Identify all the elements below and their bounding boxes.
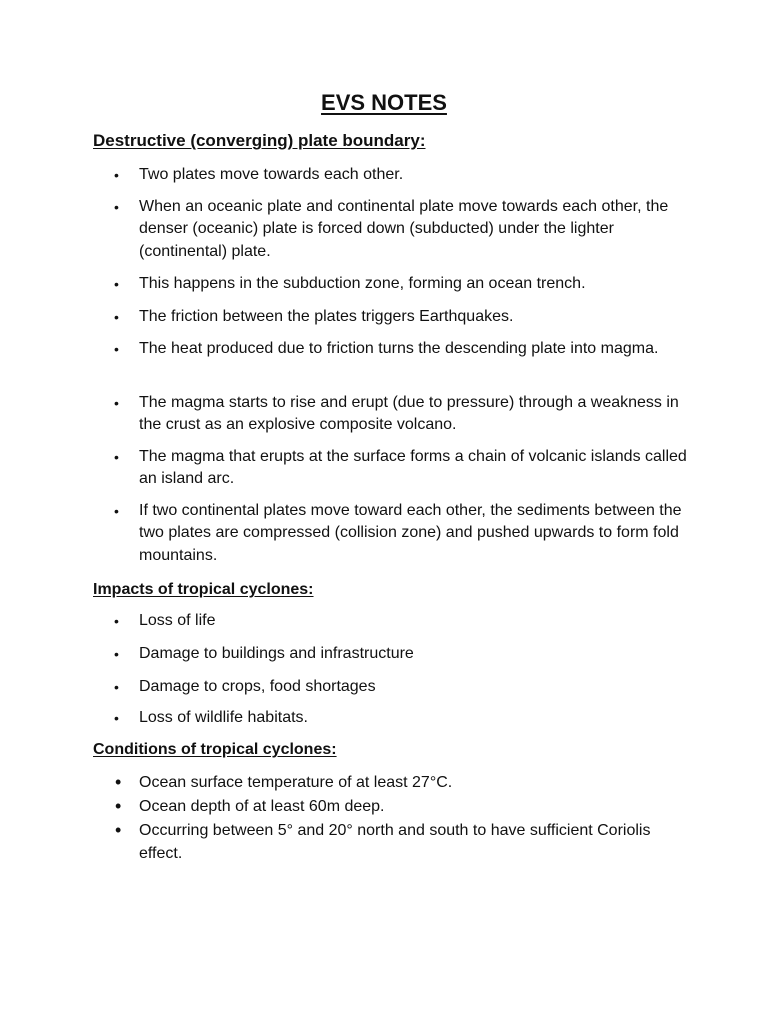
bullet-icon: •	[114, 341, 119, 357]
list-item-text: Ocean depth of at least 60m deep.	[139, 798, 385, 815]
bullet-icon: •	[114, 276, 119, 292]
bullet-icon: •	[115, 796, 122, 816]
list-item-text: Ocean surface temperature of at least 27°C.	[139, 774, 453, 791]
bullet-icon: •	[115, 820, 122, 840]
list-item-text: The heat produced due to friction turns the descending plate into magma.	[139, 340, 659, 357]
list-item-text: If two continental plates move toward each other, the sediments between the two plates are compressed (collision zone) and pushed upwards to form fold mountains.	[139, 502, 682, 564]
list-item-text: The magma starts to rise and erupt (due to pressure) through a weakness in the crust as an explosive composite volcano.	[139, 394, 679, 434]
list-item-text: The friction between the plates triggers Earthquakes.	[139, 308, 514, 325]
bullet-icon: •	[114, 613, 119, 629]
list-item-text: The magma that erupts at the surface forms a chain of volcanic islands called an island arc.	[139, 448, 687, 488]
bullet-icon: •	[114, 395, 119, 411]
bullet-icon: •	[114, 449, 119, 465]
bullet-icon: •	[114, 503, 119, 519]
bullet-icon: •	[114, 710, 119, 726]
list-item-text: Loss of wildlife habitats.	[139, 709, 308, 726]
section-heading-cyclone-conditions: Conditions of tropical cyclones:	[93, 741, 337, 758]
list-item-text: This happens in the subduction zone, forming an ocean trench.	[139, 275, 586, 292]
bullet-icon: •	[115, 772, 122, 792]
bullet-icon: •	[114, 646, 119, 662]
page-title: EVS NOTES	[321, 90, 447, 115]
bullet-icon: •	[114, 679, 119, 695]
list-item-text: Two plates move towards each other.	[139, 166, 404, 183]
section-heading-cyclone-impacts: Impacts of tropical cyclones:	[93, 581, 314, 598]
section-heading-plate-boundary: Destructive (converging) plate boundary:	[93, 131, 426, 150]
list-item-text: Loss of life	[139, 612, 216, 629]
list-item-text: Damage to crops, food shortages	[139, 678, 376, 695]
bullet-icon: •	[114, 309, 119, 325]
bullet-icon: •	[114, 199, 119, 215]
list-item-text: Occurring between 5° and 20° north and south to have sufficient Coriolis effect.	[139, 822, 651, 862]
bullet-icon: •	[114, 167, 119, 183]
list-item-text: When an oceanic plate and continental plate move towards each other, the denser (oceanic) plate is forced down (subducted) under the lighter (continental) plate.	[139, 198, 669, 260]
list-item-text: Damage to buildings and infrastructure	[139, 645, 414, 662]
